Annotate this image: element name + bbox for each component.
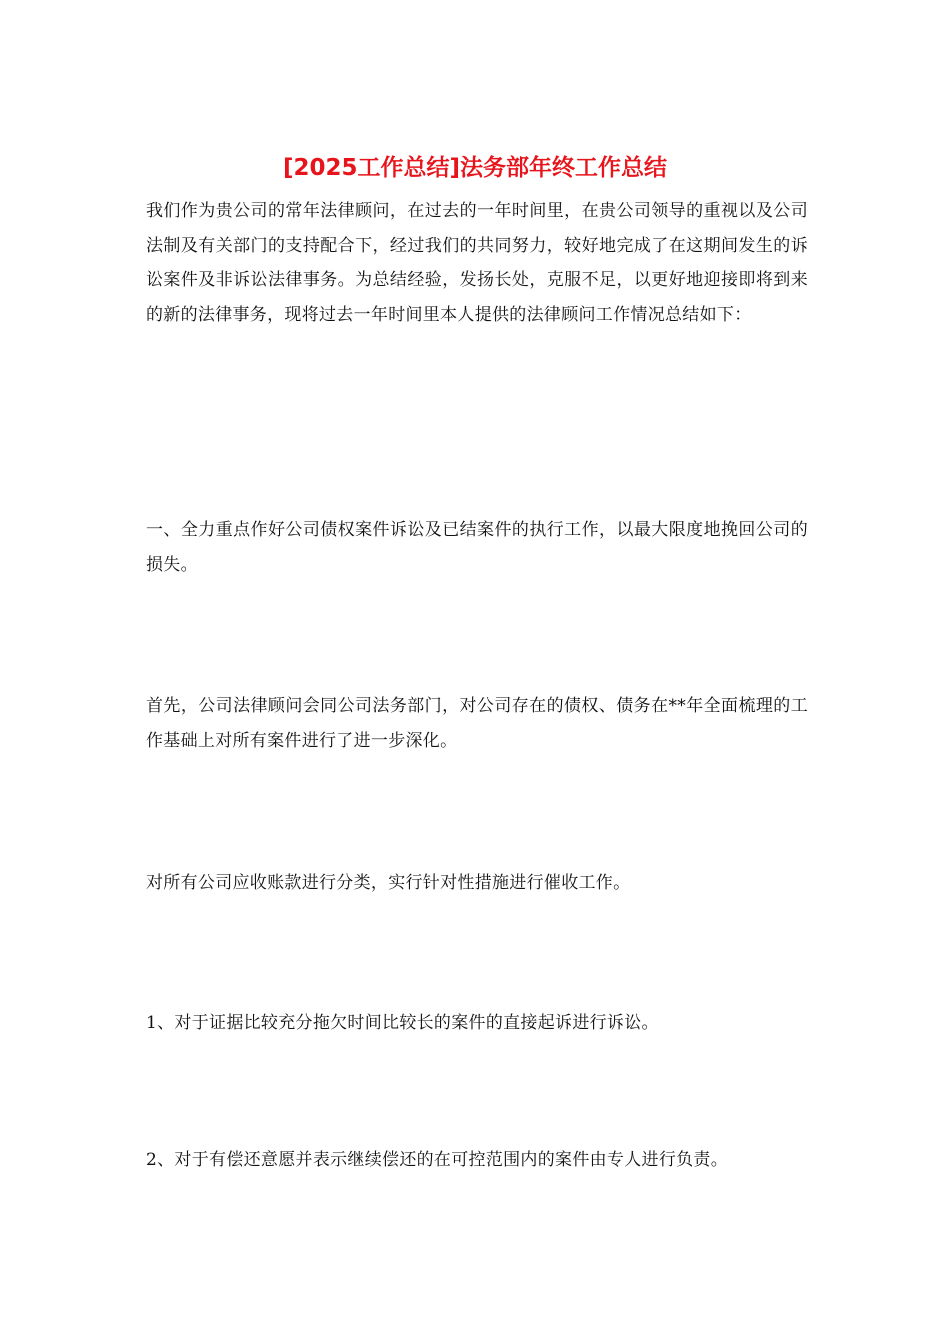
- first-paragraph: 首先，公司法律顾问会同公司法务部门，对公司存在的债权、债务在**年全面梳理的工作基础上对所有案件进行了进一步深化。: [146, 696, 808, 751]
- list-item-2: 2、对于有偿还意愿并表示继续偿还的在可控范围内的案件由专人进行负责。: [146, 1150, 729, 1170]
- document-title: [2025工作总结]法务部年终工作总结: [282, 155, 668, 181]
- classification-paragraph: 对所有公司应收账款进行分类，实行针对性措施进行催收工作。: [146, 873, 631, 893]
- list-item-1: 1、对于证据比较充分拖欠时间比较长的案件的直接起诉进行诉讼。: [146, 1013, 659, 1033]
- intro-paragraph: 我们作为贵公司的常年法律顾问，在过去的一年时间里，在贵公司领导的重视以及公司法制及有关部门的支持配合下，经过我们的共同努力，较好地完成了在这期间发生的诉讼案件及非诉讼法律事务。为总结经验，发扬长处，克服不足，以更好地迎接即将到来的新的法律事务，现将过去一年时间里本人提供的法律顾问工作情况总结如下：: [146, 201, 808, 325]
- section-one-heading: 一、全力重点作好公司债权案件诉讼及已结案件的执行工作，以最大限度地挽回公司的损失。: [146, 520, 808, 575]
